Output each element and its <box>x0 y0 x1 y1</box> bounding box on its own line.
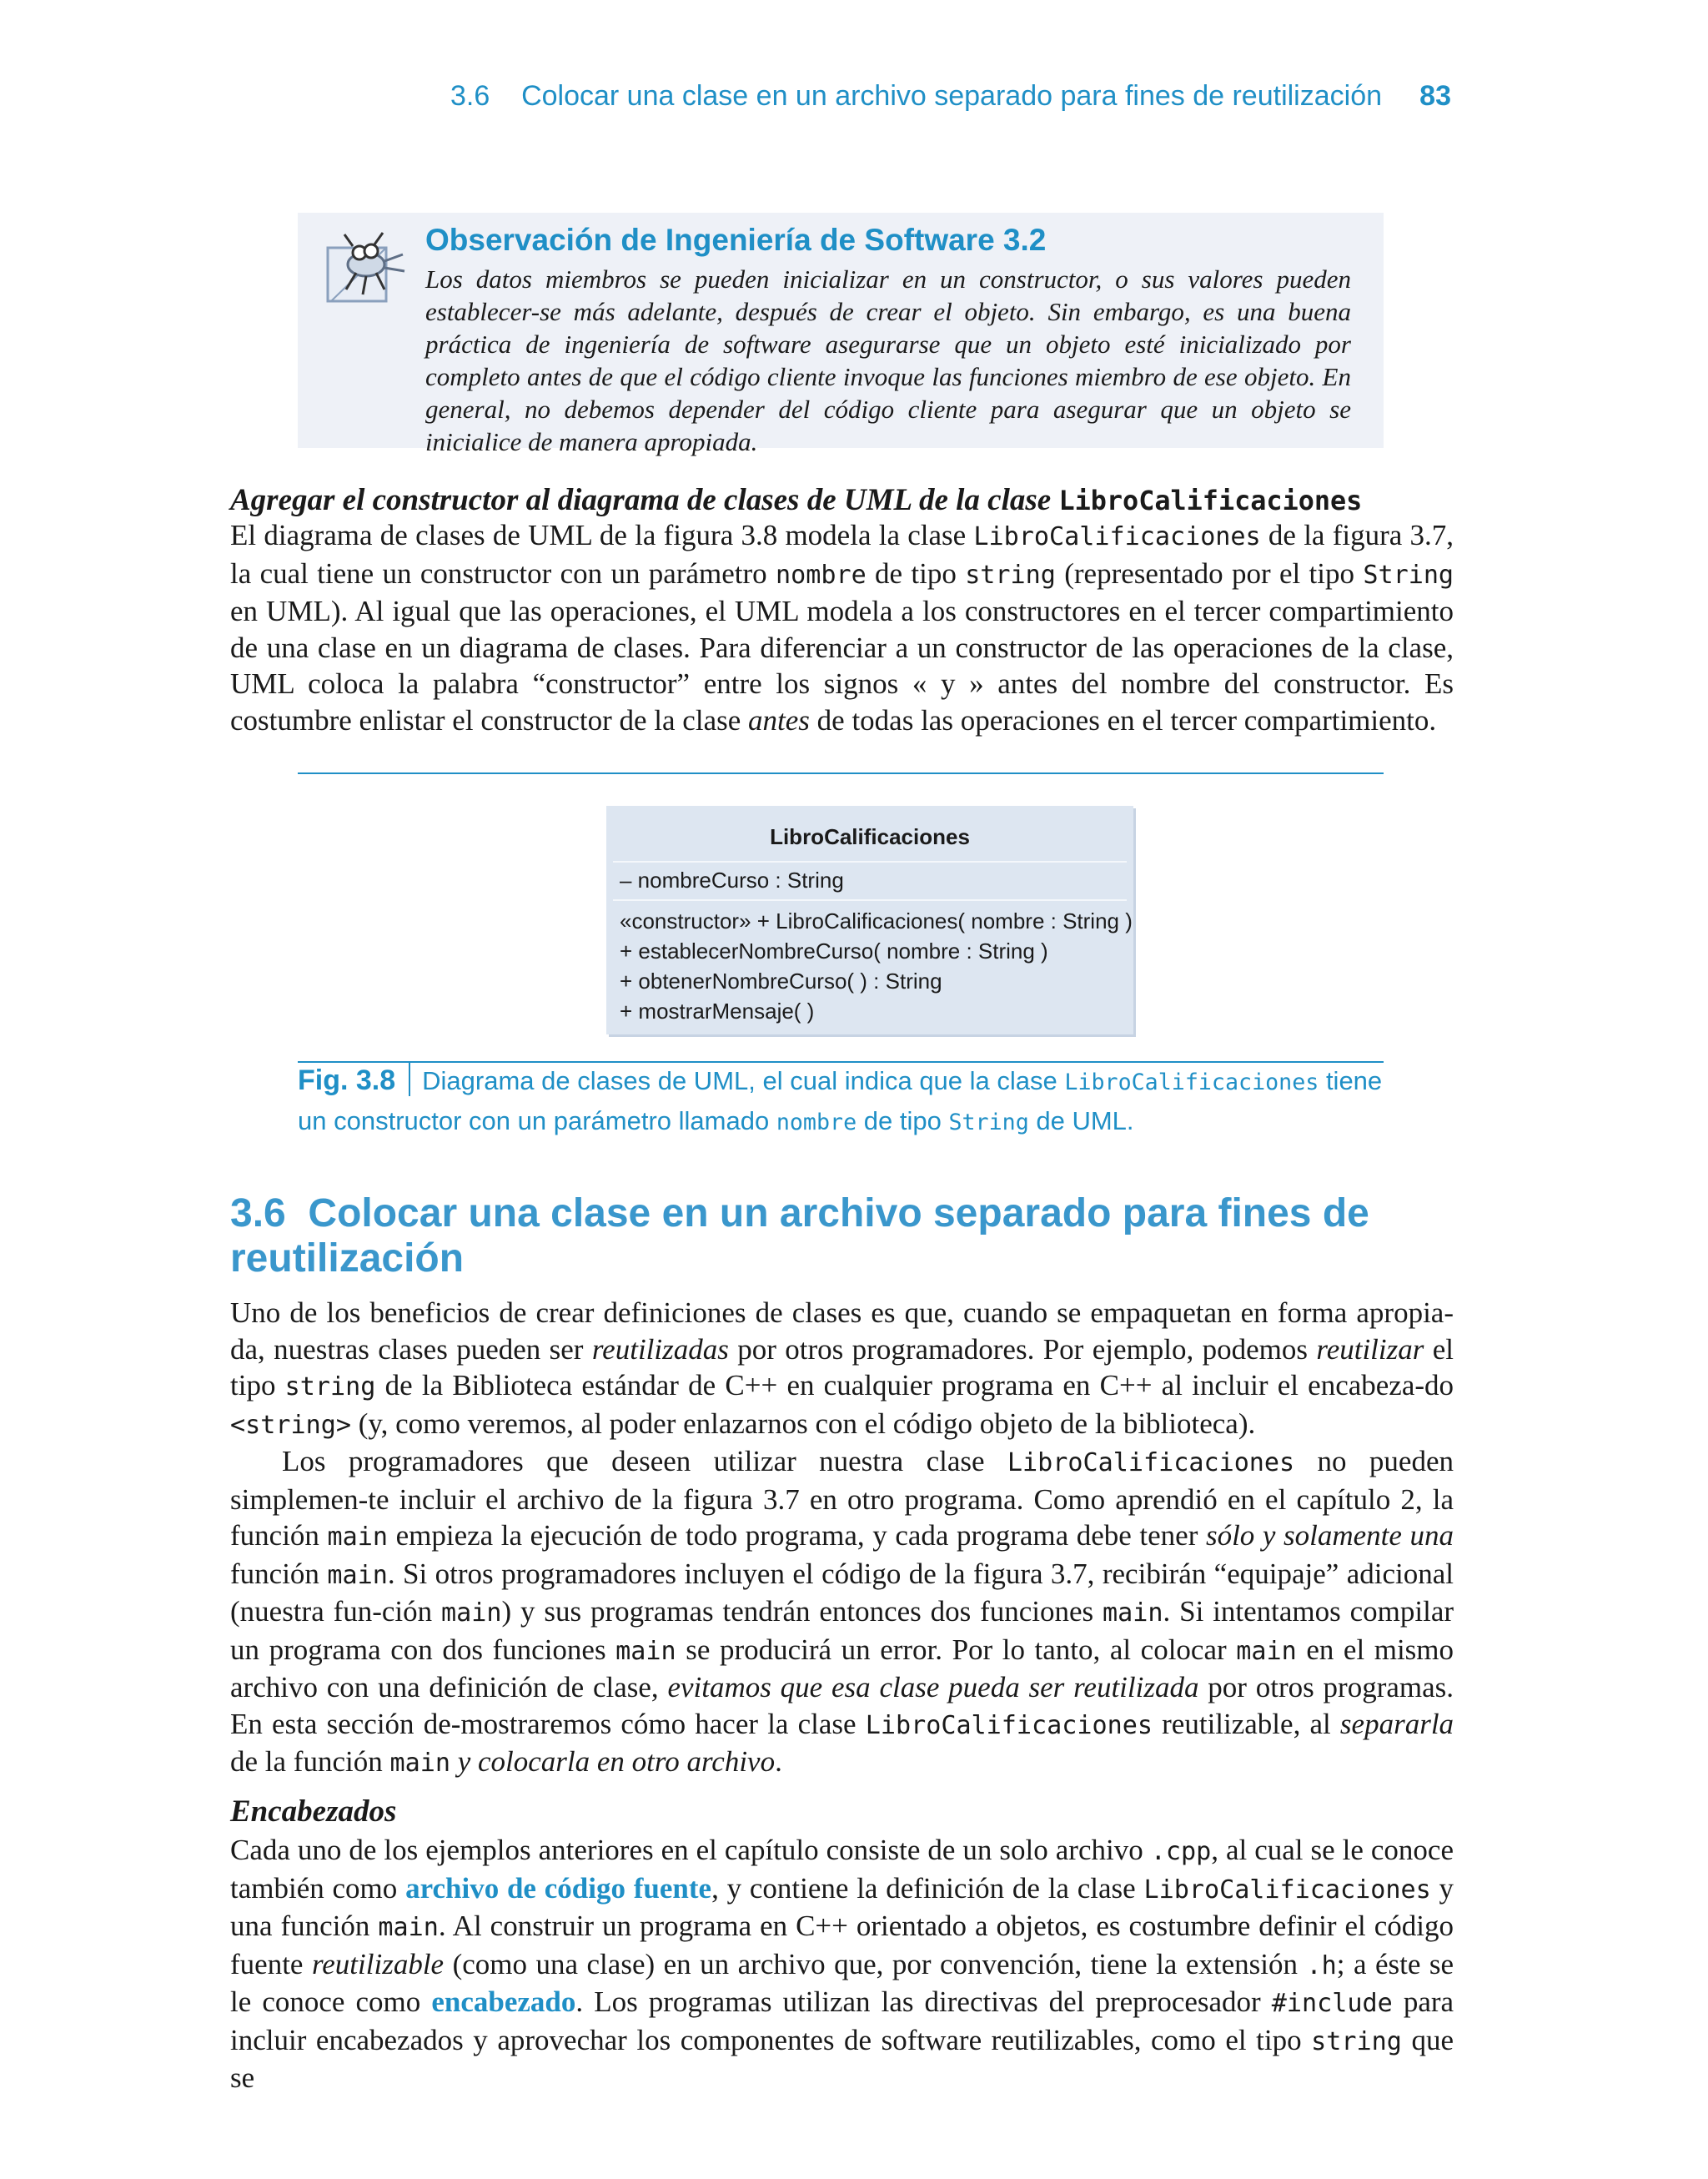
text-run: sólo y solamente una <box>1205 1519 1454 1552</box>
inline-code: LibroCalificaciones <box>973 522 1261 551</box>
running-header <box>450 80 1451 113</box>
inline-code: string <box>284 1372 376 1402</box>
text-run: el tipo <box>230 1332 1454 1402</box>
text-run: y una función <box>230 1871 1454 1942</box>
text-run: reutilizar <box>1316 1332 1424 1366</box>
text-run: . Al construir un programa en C++ orientado a objetos, es costumbre definir el código fuente <box>230 1910 1454 1980</box>
text-run: , y contiene la definición de la clase <box>711 1871 1136 1905</box>
text-run: no pueden simplemen-te incluir el archivo de la figura 3.7 en otro programa. Como aprendió en el capítulo 2, la función <box>230 1445 1454 1552</box>
subsection-heading-encabezados: Encabezados <box>230 1794 397 1829</box>
section-heading <box>230 1191 1398 1281</box>
text-run: de tipo <box>863 1106 942 1135</box>
inline-code: string <box>965 560 1056 590</box>
text-run: , al cual se le conoce también como <box>230 1834 1454 1905</box>
header-section-number: 3.6 <box>450 80 490 112</box>
text-run: (como una clase) en un archivo que, por convención, tiene la extensión <box>452 1947 1298 1980</box>
text-run: ; a éste se le conoce como <box>230 1947 1454 2018</box>
inline-code: LibroCalificaciones <box>1143 1875 1431 1905</box>
term-archivo-codigo-fuente: archivo de código fuente <box>405 1871 712 1905</box>
text-run: . Los programas utilizan las directivas del preprocesador <box>575 1985 1261 2018</box>
paragraph-reuse-benefits <box>230 1295 1454 1443</box>
inline-code: main <box>389 1749 450 1778</box>
inline-code: String <box>948 1110 1029 1135</box>
subsection-heading-uml-constructor <box>230 482 1362 518</box>
text-run: de UML. <box>1036 1106 1134 1135</box>
uml-attributes <box>613 861 1127 898</box>
paragraph-main-separation <box>230 1443 1454 1782</box>
text-run: se producirá un error. Por lo tanto, al colocar <box>686 1633 1227 1666</box>
paragraph <box>230 1832 1454 2096</box>
uml-operation: «constructor» + LibroCalificaciones( nombre : String ) <box>620 908 1133 933</box>
text-run: reutilizable, al <box>1162 1707 1331 1740</box>
inline-code: .cpp <box>1150 1837 1212 1866</box>
uml-attribute: – nombreCurso : String <box>620 868 844 893</box>
paragraph <box>230 517 1454 738</box>
inline-code: main <box>327 1560 388 1590</box>
term-encabezado: encabezado <box>431 1985 576 2018</box>
observation-text: Los datos miembros se pueden inicializar en un constructor, o sus valores pueden establecer-se más adelante, después de crear el objeto. Sin embargo, es una buena práctica de ingeniería de software asegurarse que un objeto esté inicializado por completo antes de que el código cliente invoque las funciones miembro de ese objeto. En general, no debemos depender del código cliente para asegurar que un objeto se inicialice de manera apropiada. <box>425 264 1351 456</box>
text-run: (representado por el tipo <box>1064 556 1355 590</box>
uml-class-name: LibroCalificaciones <box>770 824 970 849</box>
code-libro-calificaciones: LibroCalificaciones <box>1058 485 1363 516</box>
section-number: 3.6 <box>230 1191 286 1235</box>
text-run: separarla <box>1339 1707 1454 1740</box>
text-run: reutilizable <box>311 1947 445 1980</box>
text-run: empieza la ejecución de todo programa, y cada programa debe tener <box>395 1519 1198 1552</box>
text-run: en el mismo archivo con una definición de clase, <box>230 1633 1454 1703</box>
inline-code: String <box>1363 560 1454 590</box>
inline-code: main <box>1236 1636 1297 1666</box>
software-engineering-observation <box>298 213 1384 456</box>
text-run: en UML). Al igual que las operaciones, el UML modela a los constructores en el tercer compartimiento de una clase en un diagrama de clases. Para diferenciar a un constructor de las operaciones de la clase, UML coloca la palabra “constructor” entre los signos « y » antes del nombre del constructor. Es costumbre enlistar el constructor de la clase <box>230 595 1454 737</box>
uml-operation: + establecerNombreCurso( nombre : String ) <box>620 939 1048 964</box>
inline-code: LibroCalificaciones <box>865 1710 1153 1740</box>
text-run: de tipo <box>875 556 957 590</box>
observation-title: Observación de Ingeniería de Software 3.2 <box>425 223 1047 257</box>
inline-code: main <box>378 1913 439 1942</box>
inline-code: string <box>1311 2026 1402 2056</box>
uml-class-diagram <box>606 806 1133 1034</box>
text-run: . <box>775 1745 782 1778</box>
text-run <box>409 1063 410 1096</box>
figure-caption <box>298 1061 1390 1142</box>
text-run: para incluir encabezados y aprovechar los componentes de software reutilizables, como el tipo <box>230 1985 1454 2056</box>
text-run: ) y sus programas tendrán entonces dos funciones <box>501 1595 1094 1628</box>
bug-icon <box>323 231 406 308</box>
inline-code: LibroCalificaciones <box>1064 1069 1319 1095</box>
section-title: Colocar una clase en un archivo separado para fines de reutilización <box>230 1191 1369 1281</box>
inline-code: <string> <box>230 1410 351 1440</box>
inline-code: nombre <box>776 560 867 590</box>
text-run: de todas las operaciones en el tercer compartimiento. <box>816 703 1437 737</box>
paragraph-headers <box>230 1832 1454 2096</box>
text-run: . Si intentamos compilar un programa con dos funciones <box>230 1595 1454 1666</box>
uml-operation: + mostrarMensaje( ) <box>620 999 815 1024</box>
text-run: antes <box>748 703 810 737</box>
text-run: de la función <box>230 1745 383 1778</box>
text-run: (y, como veremos, al poder enlazarnos con el código objeto de la biblioteca). <box>358 1407 1256 1440</box>
uml-operation: + obtenerNombreCurso( ) : String <box>620 969 942 994</box>
text-run: El diagrama de clases de UML de la figura 3.8 modela la clase <box>230 519 967 551</box>
header-title: Colocar una clase en un archivo separado para fines de reutilización <box>521 80 1383 112</box>
inline-code: main <box>327 1522 389 1552</box>
text-run: Cada uno de los ejemplos anteriores en el capítulo consiste de un solo archivo <box>230 1834 1143 1866</box>
inline-code: LibroCalificaciones <box>1007 1448 1295 1477</box>
text-run: de la figura 3.7, la cual tiene un constructor con un parámetro <box>230 519 1454 590</box>
text-run: que se <box>230 2023 1454 2094</box>
inline-code: main <box>615 1636 676 1666</box>
text-run: evitamos que esa clase pueda ser reutilizada <box>667 1671 1199 1703</box>
text-run: . Si otros programadores incluyen el código de la figura 3.7, recibirán “equipaje” adicional (nuestra fun-ción <box>230 1557 1454 1628</box>
text-run: función <box>230 1557 319 1590</box>
figure-label: Fig. 3.8 <box>298 1064 396 1096</box>
inline-code: .h <box>1306 1950 1337 1980</box>
text-run: Uno de los beneficios de crear definiciones de clases es que, cuando se empaquetan en forma apropia-da, nuestras clases pueden ser <box>230 1296 1454 1366</box>
paragraph-uml-constructor <box>230 517 1454 738</box>
inline-code: #include <box>1271 1989 1393 2018</box>
inline-code: nombre <box>776 1110 857 1135</box>
figure-top-rule <box>298 772 1384 774</box>
inline-code: main <box>441 1598 502 1628</box>
text-run: y colocarla en otro archivo <box>457 1745 776 1778</box>
text-run: por otros programas. En esta sección de-mostraremos cómo hacer la clase <box>230 1671 1454 1740</box>
text-run: por otros programadores. Por ejemplo, podemos <box>737 1332 1308 1366</box>
uml-operations <box>613 899 1133 1026</box>
text-run: reutilizadas <box>591 1332 729 1366</box>
inline-code: main <box>1103 1598 1163 1628</box>
text-run: Diagrama de clases de UML, el cual indica que la clase <box>422 1066 1057 1095</box>
page-number: 83 <box>1419 80 1451 112</box>
text-run: de la Biblioteca estándar de C++ en cualquier programa en C++ al incluir el encabeza-do <box>384 1369 1454 1402</box>
text-run: Los programadores que deseen utilizar nuestra clase <box>282 1445 985 1477</box>
text-run: tiene un constructor con un parámetro llamado <box>298 1066 1383 1135</box>
text-run: Agregar el constructor al diagrama de clases de UML de la clase <box>230 483 1052 517</box>
paragraph-section-body <box>230 1295 1454 1782</box>
